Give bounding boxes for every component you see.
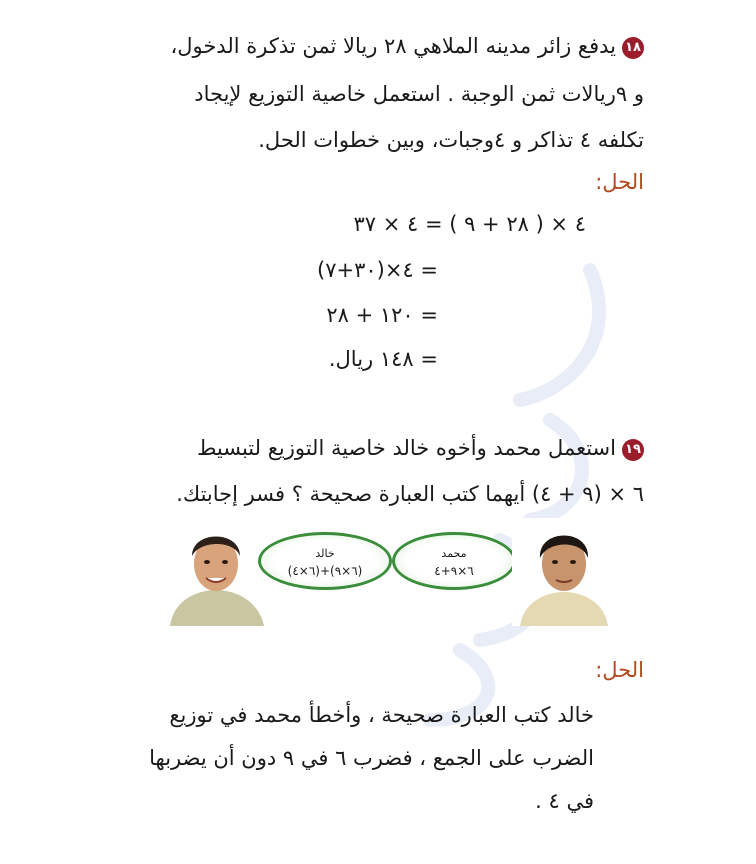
mohammed-name: محمد bbox=[441, 547, 467, 560]
q18-solution-label: الحل: bbox=[595, 170, 644, 194]
q19-line-2: ٦ × (٩ + ٤) أيهما كتب العبارة صحيحة ؟ فسر إجابتك. bbox=[176, 482, 644, 506]
q18-line-1 bbox=[170, 34, 644, 59]
mohammed-speech-bubble bbox=[392, 532, 516, 590]
q19-answer-line-2: الضرب على الجمع ، فضرب ٦ في ٩ دون أن يضربها bbox=[149, 746, 594, 770]
q19-text-1: استعمل محمد وأخوه خالد خاصية التوزيع لتبسيط bbox=[196, 436, 616, 460]
khalid-speech-bubble bbox=[258, 532, 392, 590]
q18-step-3: = ١٢٠ + ٢٨ bbox=[326, 303, 438, 327]
q19-solution-label: الحل: bbox=[595, 658, 644, 682]
mohammed-expression: ٦×٩+٤ bbox=[434, 564, 474, 578]
khalid-expression: (٦×٩)+(٦×٤) bbox=[287, 564, 363, 578]
mohammed-photo bbox=[512, 518, 616, 626]
q19-line-1 bbox=[197, 436, 644, 461]
q18-step-4: = ١٤٨ ريال. bbox=[328, 347, 438, 371]
q18-step-2: = ٤×(٣٠+٧) bbox=[316, 258, 438, 282]
q19-answer-line-1: خالد كتب العبارة صحيحة ، وأخطأ محمد في توزيع bbox=[169, 703, 594, 727]
khalid-name: خالد bbox=[315, 547, 335, 560]
q18-text-1: يدفع زائر مدينه الملاهي ٢٨ ريالا ثمن تذكرة الدخول، bbox=[170, 34, 616, 58]
q18-step-1: ٤ × ( ٢٨ + ٩ ) = ٤ × ٣٧ bbox=[353, 212, 586, 236]
q19-number-badge: ١٩ bbox=[622, 439, 644, 461]
khalid-photo bbox=[160, 518, 272, 626]
q18-line-2: و ٩ريالات ثمن الوجبة . استعمل خاصية التوزيع لإيجاد bbox=[194, 82, 644, 106]
q18-line-3: تكلفه ٤ تذاكر و ٤وجبات، وبين خطوات الحل. bbox=[258, 128, 644, 152]
q18-number-badge: ١٨ bbox=[622, 37, 644, 59]
q19-answer-line-3: في ٤ . bbox=[535, 789, 594, 813]
